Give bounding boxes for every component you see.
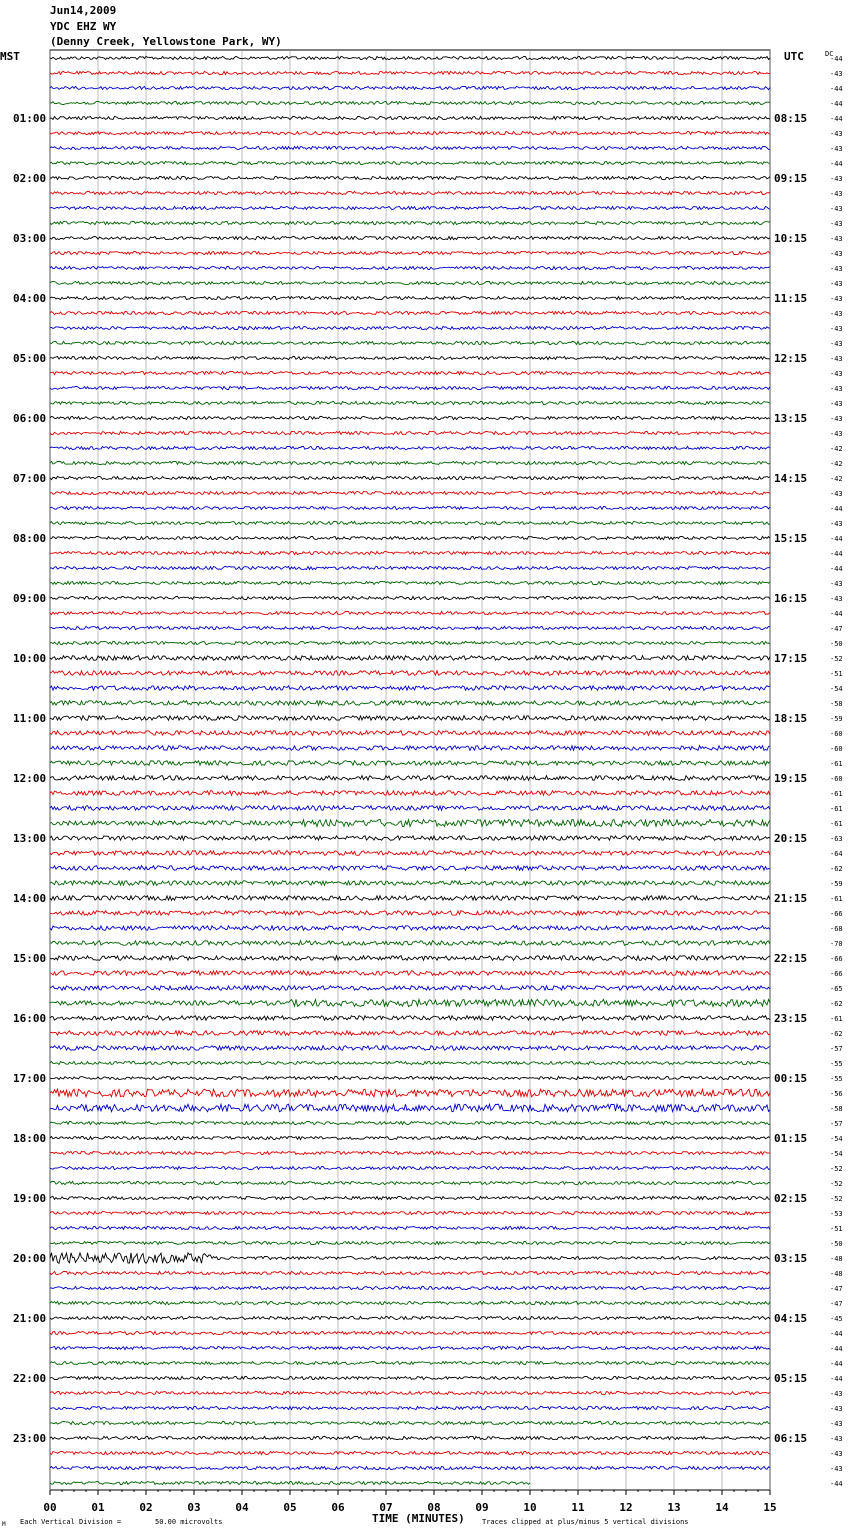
trace-70 [50, 1104, 770, 1112]
trace-85 [50, 1331, 770, 1334]
left-hour-label: 05:00 [13, 352, 47, 365]
dc-offset-86: -44 [830, 1345, 843, 1353]
trace-41 [50, 671, 770, 676]
trace-40 [50, 656, 770, 661]
dc-offset-47: -61 [830, 760, 843, 768]
trace-9 [50, 191, 770, 194]
dc-offset-89: -43 [830, 1390, 843, 1398]
trace-57 [50, 911, 770, 916]
dc-offset-29: -43 [830, 490, 843, 498]
right-hour-label: 11:15 [774, 292, 808, 305]
trace-16 [50, 296, 770, 299]
dc-offset-85: -44 [830, 1330, 843, 1338]
trace-64 [50, 1016, 770, 1021]
trace-17 [50, 311, 770, 314]
dc-offset-64: -61 [830, 1015, 843, 1023]
left-hour-label: 13:00 [13, 832, 47, 845]
dc-offset-0: -44 [830, 55, 843, 63]
dc-offset-1: -43 [830, 70, 843, 78]
left-hour-label: 18:00 [13, 1132, 47, 1145]
trace-89 [50, 1391, 770, 1394]
dc-offset-59: -70 [830, 940, 843, 948]
right-hour-label: 19:15 [774, 772, 808, 785]
dc-offset-62: -65 [830, 985, 843, 993]
right-hour-label: 00:15 [774, 1072, 808, 1085]
x-axis-title: TIME (MINUTES) [372, 1512, 465, 1525]
dc-offset-80: -48 [830, 1255, 843, 1263]
left-hour-label: 17:00 [13, 1072, 47, 1085]
trace-47 [50, 761, 770, 766]
header-date: Jun14,2009 [50, 4, 117, 17]
dc-offset-73: -54 [830, 1150, 843, 1158]
dc-offset-50: -61 [830, 805, 843, 813]
dc-offset-72: -54 [830, 1135, 843, 1143]
label-group [13, 55, 843, 1514]
trace-87 [50, 1361, 770, 1364]
trace-88 [50, 1376, 770, 1379]
right-hour-label: 13:15 [774, 412, 808, 425]
right-hour-label: 17:15 [774, 652, 808, 665]
x-tick-label-11: 11 [571, 1501, 585, 1514]
dc-offset-70: -58 [830, 1105, 843, 1113]
trace-61 [50, 971, 770, 976]
dc-offset-16: -43 [830, 295, 843, 303]
trace-28 [50, 476, 770, 479]
left-hour-label: 15:00 [13, 952, 47, 965]
trace-75 [50, 1181, 770, 1184]
x-tick-label-14: 14 [715, 1501, 729, 1514]
dc-offset-71: -57 [830, 1120, 843, 1128]
dc-offset-87: -44 [830, 1360, 843, 1368]
right-timezone-label: UTC [784, 50, 804, 63]
dc-offset-57: -66 [830, 910, 843, 918]
trace-21 [50, 371, 770, 374]
left-hour-label: 02:00 [13, 172, 47, 185]
right-hour-label: 02:15 [774, 1192, 808, 1205]
left-hour-label: 12:00 [13, 772, 47, 785]
left-hour-label: 06:00 [13, 412, 47, 425]
dc-offset-4: -44 [830, 115, 843, 123]
dc-offset-65: -62 [830, 1030, 843, 1038]
trace-0 [50, 56, 770, 59]
trace-60 [50, 956, 770, 961]
trace-5 [50, 131, 770, 134]
trace-74 [50, 1166, 770, 1169]
dc-offset-45: -60 [830, 730, 843, 738]
right-hour-label: 05:15 [774, 1372, 808, 1385]
dc-offset-61: -66 [830, 970, 843, 978]
dc-offset-21: -43 [830, 370, 843, 378]
x-tick-label-8: 08 [427, 1501, 441, 1514]
dc-offset-17: -43 [830, 310, 843, 318]
trace-44 [50, 716, 770, 721]
trace-34 [50, 566, 770, 569]
right-hour-label: 10:15 [774, 232, 808, 245]
left-hour-label: 11:00 [13, 712, 47, 725]
trace-27 [50, 461, 770, 464]
dc-offset-68: -55 [830, 1075, 843, 1083]
trace-38 [50, 626, 770, 629]
left-hour-label: 03:00 [13, 232, 47, 245]
right-hour-label: 18:15 [774, 712, 808, 725]
trace-77 [50, 1211, 770, 1214]
dc-offset-84: -45 [830, 1315, 843, 1323]
dc-offset-5: -43 [830, 130, 843, 138]
trace-22 [50, 386, 770, 389]
trace-71 [50, 1121, 770, 1124]
dc-offset-91: -43 [830, 1420, 843, 1428]
x-tick-label-4: 04 [235, 1501, 249, 1514]
trace-36 [50, 596, 770, 599]
trace-66 [50, 1046, 770, 1051]
left-hour-label: 16:00 [13, 1012, 47, 1025]
x-tick-label-2: 02 [139, 1501, 153, 1514]
scale-prefix: Each Vertical Division = [20, 1518, 122, 1526]
dc-offset-93: -43 [830, 1450, 843, 1458]
right-hour-label: 09:15 [774, 172, 808, 185]
dc-offset-6: -43 [830, 145, 843, 153]
dc-offset-12: -43 [830, 235, 843, 243]
trace-76 [50, 1196, 770, 1199]
left-hour-label: 01:00 [13, 112, 47, 125]
dc-offset-24: -43 [830, 415, 843, 423]
dc-offset-20: -43 [830, 355, 843, 363]
dc-offset-14: -43 [830, 265, 843, 273]
trace-group [50, 56, 770, 1484]
dc-offset-52: -63 [830, 835, 843, 843]
dc-offset-83: -47 [830, 1300, 843, 1308]
dc-offset-18: -43 [830, 325, 843, 333]
trace-11 [50, 221, 770, 224]
trace-42 [50, 686, 770, 691]
left-hour-label: 14:00 [13, 892, 47, 905]
left-hour-label: 08:00 [13, 532, 47, 545]
left-hour-label: 19:00 [13, 1192, 47, 1205]
trace-51 [50, 819, 770, 826]
trace-62 [50, 986, 770, 991]
dc-offset-81: -48 [830, 1270, 843, 1278]
trace-86 [50, 1346, 770, 1349]
x-tick-label-15: 15 [763, 1501, 777, 1514]
trace-3 [50, 101, 770, 104]
dc-offset-13: -43 [830, 250, 843, 258]
trace-20 [50, 356, 770, 359]
trace-94 [50, 1466, 770, 1469]
dc-offset-58: -68 [830, 925, 843, 933]
trace-7 [50, 161, 770, 164]
dc-offset-35: -43 [830, 580, 843, 588]
trace-69 [50, 1089, 770, 1097]
dc-offset-27: -42 [830, 460, 843, 468]
trace-23 [50, 401, 770, 404]
trace-48 [50, 776, 770, 781]
trace-84 [50, 1316, 770, 1319]
dc-offset-88: -44 [830, 1375, 843, 1383]
trace-53 [50, 851, 770, 856]
dc-offset-15: -43 [830, 280, 843, 288]
right-hour-label: 12:15 [774, 352, 808, 365]
trace-39 [50, 641, 770, 644]
right-hour-label: 22:15 [774, 952, 808, 965]
x-tick-label-6: 06 [331, 1501, 345, 1514]
dc-offset-34: -44 [830, 565, 843, 573]
trace-31 [50, 521, 770, 524]
x-tick-label-5: 05 [283, 1501, 297, 1514]
dc-offset-90: -43 [830, 1405, 843, 1413]
left-hour-label: 07:00 [13, 472, 47, 485]
trace-1 [50, 71, 770, 74]
trace-72 [50, 1136, 770, 1139]
left-hour-label: 04:00 [13, 292, 47, 305]
trace-55 [50, 881, 770, 886]
dc-offset-22: -43 [830, 385, 843, 393]
trace-90 [50, 1406, 770, 1409]
dc-offset-44: -59 [830, 715, 843, 723]
trace-29 [50, 491, 770, 494]
dc-offset-63: -62 [830, 1000, 843, 1008]
trace-81 [50, 1271, 770, 1274]
dc-offset-32: -44 [830, 535, 843, 543]
trace-52 [50, 836, 770, 841]
trace-25 [50, 431, 770, 434]
dc-offset-33: -44 [830, 550, 843, 558]
trace-73 [50, 1151, 770, 1154]
dc-offset-69: -56 [830, 1090, 843, 1098]
trace-67 [50, 1061, 770, 1064]
dc-offset-56: -61 [830, 895, 843, 903]
left-timezone-label: MST [0, 50, 20, 63]
dc-offset-3: -44 [830, 100, 843, 108]
trace-68 [50, 1076, 770, 1079]
trace-92 [50, 1436, 770, 1439]
right-hour-label: 21:15 [774, 892, 808, 905]
trace-14 [50, 266, 770, 269]
x-tick-label-1: 01 [91, 1501, 105, 1514]
dc-offset-39: -50 [830, 640, 843, 648]
trace-43 [50, 701, 770, 706]
dc-offset-55: -59 [830, 880, 843, 888]
dc-offset-36: -43 [830, 595, 843, 603]
header-location: (Denny Creek, Yellowstone Park, WY) [50, 35, 282, 48]
dc-offset-9: -43 [830, 190, 843, 198]
trace-4 [50, 116, 770, 119]
dc-offset-41: -51 [830, 670, 843, 678]
left-hour-label: 09:00 [13, 592, 47, 605]
trace-93 [50, 1451, 770, 1454]
trace-18 [50, 326, 770, 329]
trace-58 [50, 926, 770, 931]
dc-offset-51: -61 [830, 820, 843, 828]
dc-offset-8: -43 [830, 175, 843, 183]
trace-2 [50, 86, 770, 89]
right-hour-label: 01:15 [774, 1132, 808, 1145]
dc-offset-77: -53 [830, 1210, 843, 1218]
dc-offset-23: -43 [830, 400, 843, 408]
trace-54 [50, 866, 770, 871]
trace-56 [50, 896, 770, 901]
right-hour-label: 14:15 [774, 472, 808, 485]
trace-63 [50, 999, 770, 1006]
trace-83 [50, 1301, 770, 1304]
dc-offset-53: -64 [830, 850, 843, 858]
clip-note: Traces clipped at plus/minus 5 vertical divisions [482, 1518, 689, 1526]
right-hour-label: 08:15 [774, 112, 808, 125]
dc-offset-60: -66 [830, 955, 843, 963]
trace-91 [50, 1421, 770, 1424]
dc-offset-46: -60 [830, 745, 843, 753]
left-hour-label: 23:00 [13, 1432, 47, 1445]
dc-offset-49: -61 [830, 790, 843, 798]
x-tick-label-9: 09 [475, 1501, 489, 1514]
right-hour-label: 23:15 [774, 1012, 808, 1025]
x-tick-label-12: 12 [619, 1501, 633, 1514]
trace-30 [50, 506, 770, 509]
x-tick-label-10: 10 [523, 1501, 537, 1514]
left-hour-label: 22:00 [13, 1372, 47, 1385]
x-tick-label-3: 03 [187, 1501, 201, 1514]
trace-37 [50, 611, 770, 614]
dc-offset-67: -55 [830, 1060, 843, 1068]
right-hour-label: 04:15 [774, 1312, 808, 1325]
dc-offset-54: -62 [830, 865, 843, 873]
trace-82 [50, 1286, 770, 1289]
dc-offset-94: -43 [830, 1465, 843, 1473]
dc-offset-74: -52 [830, 1165, 843, 1173]
right-hour-label: 03:15 [774, 1252, 808, 1265]
dc-offset-2: -44 [830, 85, 843, 93]
header-station: YDC EHZ WY [50, 20, 117, 33]
trace-24 [50, 416, 770, 419]
dc-offset-95: -44 [830, 1480, 843, 1488]
dc-offset-43: -58 [830, 700, 843, 708]
dc-offset-40: -52 [830, 655, 843, 663]
dc-offset-75: -52 [830, 1180, 843, 1188]
dc-offset-30: -44 [830, 505, 843, 513]
dc-offset-38: -47 [830, 625, 843, 633]
dc-offset-92: -43 [830, 1435, 843, 1443]
trace-80 [50, 1253, 770, 1264]
dc-offset-37: -44 [830, 610, 843, 618]
right-hour-label: 20:15 [774, 832, 808, 845]
right-hour-label: 06:15 [774, 1432, 808, 1445]
dc-offset-26: -42 [830, 445, 843, 453]
trace-33 [50, 551, 770, 554]
trace-78 [50, 1226, 770, 1229]
trace-8 [50, 176, 770, 179]
dc-offset-42: -54 [830, 685, 843, 693]
trace-15 [50, 281, 770, 284]
x-tick-label-0: 00 [43, 1501, 57, 1514]
dc-label: DC [825, 50, 834, 58]
scale-value: 50.00 microvolts [155, 1518, 223, 1526]
trace-45 [50, 731, 770, 736]
corner-mark: M [2, 1521, 6, 1528]
dc-offset-11: -43 [830, 220, 843, 228]
trace-19 [50, 341, 770, 344]
trace-13 [50, 251, 770, 254]
dc-offset-10: -43 [830, 205, 843, 213]
x-tick-label-7: 07 [379, 1501, 393, 1514]
x-tick-label-13: 13 [667, 1501, 681, 1514]
trace-65 [50, 1031, 770, 1036]
dc-offset-25: -43 [830, 430, 843, 438]
right-hour-label: 16:15 [774, 592, 808, 605]
trace-46 [50, 746, 770, 751]
dc-offset-66: -57 [830, 1045, 843, 1053]
trace-10 [50, 206, 770, 209]
trace-50 [50, 806, 770, 811]
dc-offset-31: -43 [830, 520, 843, 528]
dc-offset-48: -60 [830, 775, 843, 783]
dc-offset-82: -47 [830, 1285, 843, 1293]
dc-offset-78: -51 [830, 1225, 843, 1233]
trace-26 [50, 446, 770, 449]
dc-offset-19: -43 [830, 340, 843, 348]
trace-35 [50, 581, 770, 584]
dc-offset-28: -42 [830, 475, 843, 483]
right-hour-label: 15:15 [774, 532, 808, 545]
left-hour-label: 21:00 [13, 1312, 47, 1325]
dc-offset-7: -44 [830, 160, 843, 168]
left-hour-label: 20:00 [13, 1252, 47, 1265]
trace-32 [50, 536, 770, 539]
dc-offset-76: -52 [830, 1195, 843, 1203]
dc-offset-79: -50 [830, 1240, 843, 1248]
trace-49 [50, 791, 770, 796]
trace-6 [50, 146, 770, 149]
trace-79 [50, 1241, 770, 1244]
trace-12 [50, 236, 770, 239]
left-hour-label: 10:00 [13, 652, 47, 665]
trace-59 [50, 941, 770, 946]
